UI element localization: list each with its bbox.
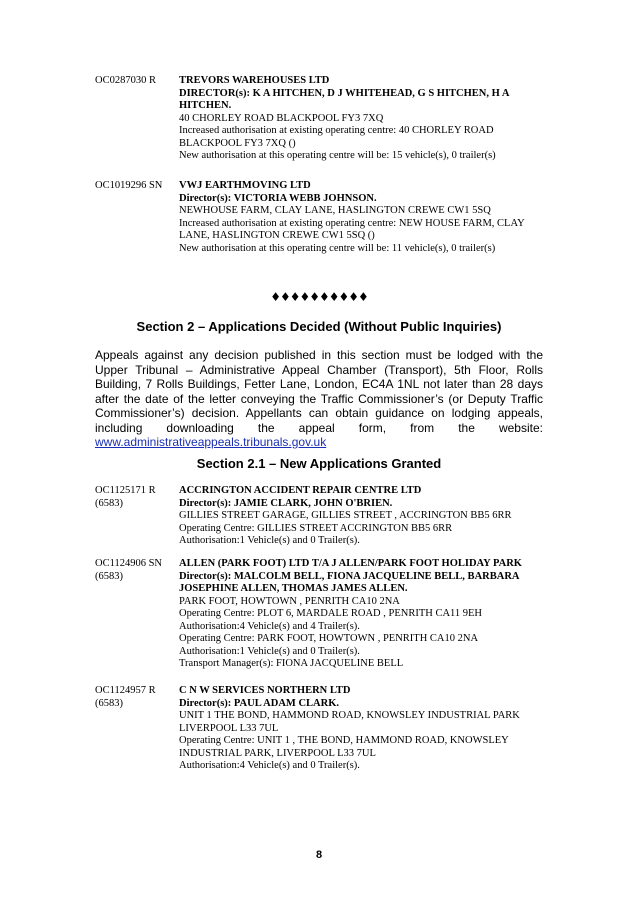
entry-ref-code: (6583) xyxy=(95,697,123,709)
detail-line: Authorisation:4 Vehicle(s) and 4 Trailer(s). xyxy=(179,620,360,632)
detail-line: Authorisation:4 Vehicle(s) and 0 Trailer(s). xyxy=(179,760,360,771)
detail-line: Increased authorisation at existing operating centre: 40 CHORLEY ROAD xyxy=(179,125,494,136)
subsection-title: Section 2.1 – New Applications Granted xyxy=(196,456,442,471)
detail-line: Authorisation:1 Vehicle(s) and 0 Trailer(s). xyxy=(179,535,360,546)
address-line: NEWHOUSE FARM, CLAY LANE, HASLINGTON CREWE CW1 5SQ xyxy=(179,205,491,216)
company-name: C N W SERVICES NORTHERN LTD xyxy=(179,685,351,696)
entry-ref: OC1124957 R xyxy=(95,685,156,696)
detail-line: Transport Manager(s): FIONA JACQUELINE BELL xyxy=(179,658,404,669)
detail-line: New authorisation at this operating centre will be: 15 vehicle(s), 0 trailer(s) xyxy=(179,150,496,161)
company-name: ALLEN (PARK FOOT) LTD T/A J ALLEN/PARK FOOT HOLIDAY PARK xyxy=(179,558,522,569)
detail-line: Operating Centre: PARK FOOT, HOWTOWN , PENRITH CA10 2NA xyxy=(179,633,479,644)
entry-ref-code: (6583) xyxy=(95,570,123,582)
detail-line: INDUSTRIAL PARK, LIVERPOOL L33 7UL xyxy=(179,747,376,759)
company-name: VWJ EARTHMOVING LTD xyxy=(179,180,311,191)
page-number: 8 xyxy=(315,849,323,861)
section-title: Section 2 – Applications Decided (Without Public Inquiries) xyxy=(136,319,502,334)
entry-ref: OC0287030 R xyxy=(95,75,156,86)
directors-line: JOSEPHINE ALLEN, THOMAS JAMES ALLEN. xyxy=(179,583,408,594)
detail-line: LIVERPOOL L33 7UL xyxy=(179,722,279,734)
entry-ref-code: (6583) xyxy=(95,497,123,509)
entry-ref-block xyxy=(95,485,156,510)
detail-line: Authorisation:1 Vehicle(s) and 0 Trailer(s). xyxy=(179,645,360,657)
directors-line: HITCHEN. xyxy=(179,100,232,111)
detail-line: UNIT 1 THE BOND, HAMMOND ROAD, KNOWSLEY INDUSTRIAL PARK xyxy=(179,710,520,721)
appeals-website-link[interactable]: www.administrativeappeals.tribunals.gov.uk xyxy=(95,435,327,449)
entry-ref-block xyxy=(95,685,156,710)
paragraph-text: Appeals against any decision published in this section must be lodged with the Upper Tribunal – Administrative Appeal Chamber (Transport), 5th Floor, Rolls Building, 7 Rolls Buildings, Fetter Lane, London, EC4A 1NL not later than 28 days after the date of the letter conveying the Traffic Commissioner’s (or Deputy Traffic Commissioner’s) decision. Appellants can obtain guidance on lodging appeals, including downloading the appeal form, from the website: xyxy=(95,348,543,435)
entry-ref: OC1125171 R xyxy=(95,485,156,496)
company-name: ACCRINGTON ACCIDENT REPAIR CENTRE LTD xyxy=(179,485,422,496)
entry-ref: OC1019296 SN xyxy=(95,180,163,191)
detail-line: Operating Centre: GILLIES STREET ACCRINGTON BB5 6RR xyxy=(179,522,453,534)
detail-line: Operating Centre: PLOT 6, MARDALE ROAD , PENRITH CA11 9EH xyxy=(179,608,483,619)
separator-diamonds: ♦♦♦♦♦♦♦♦♦♦ xyxy=(270,290,368,304)
company-name: TREVORS WAREHOUSES LTD xyxy=(179,75,330,86)
detail-line: Operating Centre: UNIT 1 , THE BOND, HAMMOND ROAD, KNOWSLEY xyxy=(179,735,509,746)
detail-line: GILLIES STREET GARAGE, GILLIES STREET , ACCRINGTON BB5 6RR xyxy=(179,510,512,521)
directors-line: Director(s): VICTORIA WEBB JOHNSON. xyxy=(179,192,377,204)
section-paragraph xyxy=(95,348,543,450)
address-line: 40 CHORLEY ROAD BLACKPOOL FY3 7XQ xyxy=(179,112,384,124)
detail-line: LANE, HASLINGTON CREWE CW1 5SQ () xyxy=(179,230,375,241)
entry-ref-block xyxy=(95,558,162,583)
directors-line: DIRECTOR(s): K A HITCHEN, D J WHITEHEAD, G S HITCHEN, H A xyxy=(179,87,510,99)
directors-line: Director(s): PAUL ADAM CLARK. xyxy=(179,697,339,709)
entry-ref: OC1124906 SN xyxy=(95,558,162,569)
detail-line: New authorisation at this operating centre will be: 11 vehicle(s), 0 trailer(s) xyxy=(179,242,496,254)
detail-line: BLACKPOOL FY3 7XQ () xyxy=(179,137,296,149)
detail-line: PARK FOOT, HOWTOWN , PENRITH CA10 2NA xyxy=(179,595,400,607)
directors-line: Director(s): MALCOLM BELL, FIONA JACQUELINE BELL, BARBARA xyxy=(179,570,520,582)
detail-line: Increased authorisation at existing operating centre: NEW HOUSE FARM, CLAY xyxy=(179,217,525,229)
directors-line: Director(s): JAMIE CLARK, JOHN O'BRIEN. xyxy=(179,497,393,509)
